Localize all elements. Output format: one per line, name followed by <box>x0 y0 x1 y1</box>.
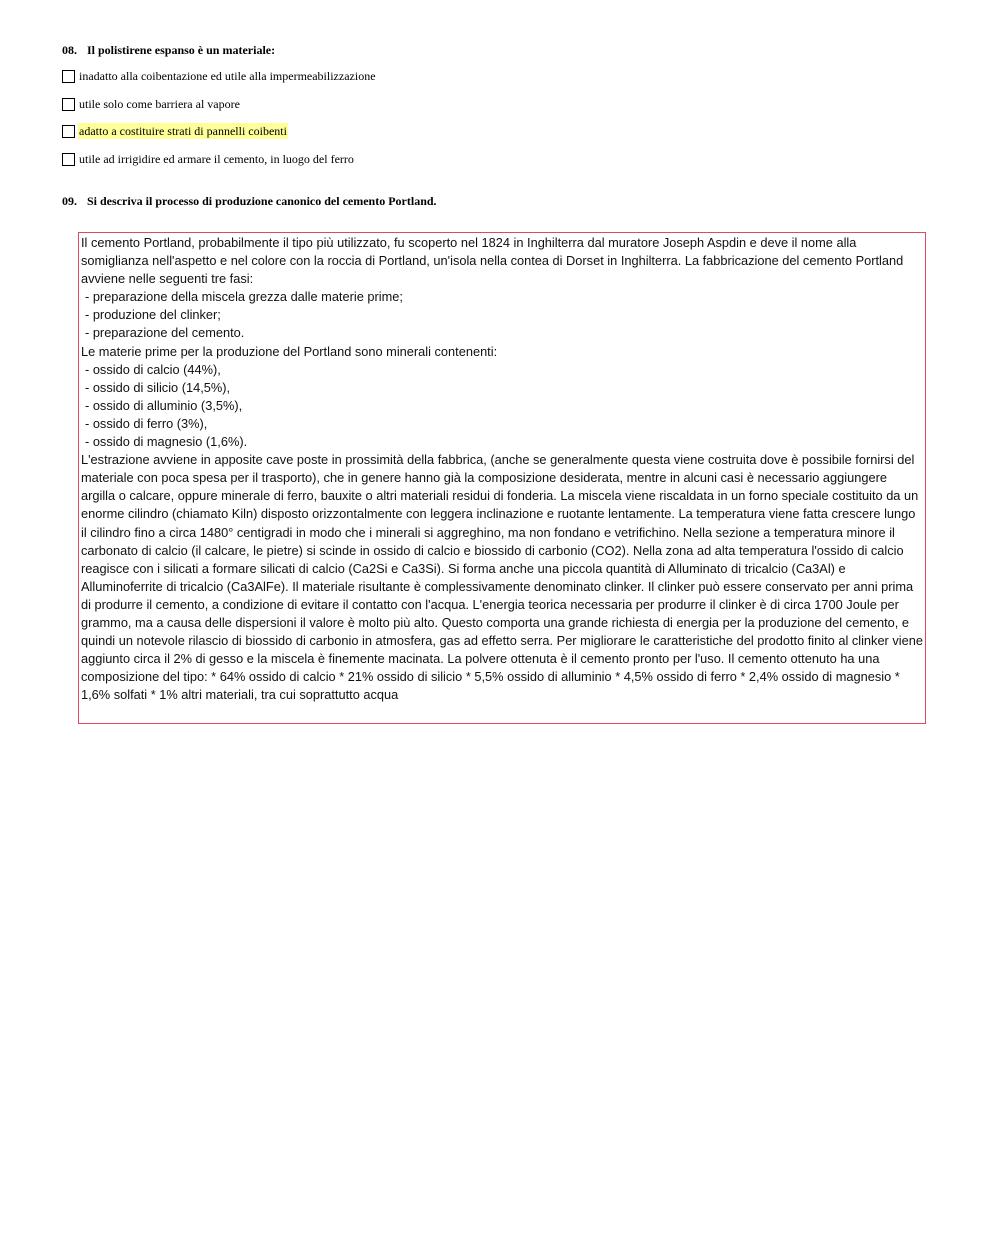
mineral-item: - ossido di magnesio (1,6%). <box>85 434 248 450</box>
option-3[interactable] <box>62 123 288 139</box>
phase-item: - preparazione della miscela grezza dalle materie prime; <box>85 289 403 305</box>
answer-body: L'estrazione avviene in apposite cave poste in prossimità della fabbrica, (anche se generalmente questa viene costruita dove è possibile fornirsi del materiale con poca spesa per il trasporto), che in genere hanno già la composizione desiderata, mentre in alcuni casi è necessario aggiungere argilla o calcare, oppure minerale di ferro, bauxite o altri materiali residui di fonderia. La miscela viene riscaldata in un forno speciale costituito da un enorme cilindro (chiamato Kiln) disposto orizzontalmente con leggera inclinazione e ruotante lentamente. La temperatura viene fatta crescere lungo il cilindro fino a circa 1480° centigradi in modo che i minerali si aggreghino, ma non fondano e vetrifichino. Nella sezione a temperatura minore il carbonato di calcio (il calcare, le pietre) si scinde in ossido di calcio e biossido di carbonio (CO2). Nella zona ad alta temperatura l'ossido di calcio reagisce con i silicati a formare silicati di calcio (Ca2Si e Ca3Si). Si forma anche una piccola quantità di Alluminato di tricalcio (Ca3Al) e Alluminoferrite di tricalcio (Ca3AlFe). Il materiale risultante è complessivamente denominato clinker. Il clinker può essere conservato per anni prima di produrre il cemento, a condizione di evitare il contatto con l'acqua. L'energia teorica necessaria per produrre il clinker è di circa 1700 Joule per grammo, ma a causa delle dispersioni il valore è molto più alto. Questo comporta una grande richiesta di energia per la produzione del cemento, e quindi un notevole rilascio di biossido di carbonio in atmosfera, gas ad effetto serra. Per migliorare le caratteristiche del prodotto finito al clinker viene aggiunto circa il 2% di gesso e la miscela è finemente macinata. La polvere ottenuta è il cemento pronto per l'uso. Il cemento ottenuto ha una composizione del tipo: * 64% ossido di calcio * 21% ossido di silicio * 5,5% ossido di alluminio * 4,5% ossido di ferro * 2,4% ossido di magnesio * 1,6% solfati * 1% altri materiali, tra cui soprattutto acqua <box>81 452 923 703</box>
question-08-title <box>62 43 275 58</box>
option-label: inadatto alla coibentazione ed utile alla impermeabilizzazione <box>79 69 376 83</box>
answer-intro: Il cemento Portland, probabilmente il tipo più utilizzato, fu scoperto nel 1824 in Inghilterra dal muratore Joseph Aspdin e deve il nome alla somiglianza nell'aspetto e nel colore con la roccia di Portland, un'isola nella contea di Dorset in Inghilterra. La fabbricazione del cemento Portland avviene nelle seguenti tre fasi: <box>81 235 904 287</box>
option-label: utile ad irrigidire ed armare il cemento, in luogo del ferro <box>79 152 354 166</box>
checkbox[interactable] <box>62 153 75 166</box>
checkbox[interactable] <box>62 98 75 111</box>
option-2[interactable] <box>62 96 241 112</box>
mineral-item: - ossido di silicio (14,5%), <box>85 379 231 395</box>
question-09-title <box>62 194 437 209</box>
question-number: 08. <box>62 43 77 57</box>
question-text: Si descriva il processo di produzione canonico del cemento Portland. <box>87 194 437 208</box>
mineral-item: - ossido di calcio (44%), <box>85 361 221 377</box>
checkbox[interactable] <box>62 70 75 83</box>
minerals-intro: Le materie prime per la produzione del Portland sono minerali contenenti: <box>81 343 498 359</box>
mineral-item: - ossido di alluminio (3,5%), <box>85 397 243 413</box>
checkbox[interactable] <box>62 125 75 138</box>
question-text: Il polistirene espanso è un materiale: <box>87 43 276 57</box>
answer-text-area[interactable] <box>78 232 926 724</box>
mineral-item: - ossido di ferro (3%), <box>85 415 208 431</box>
option-label: utile solo come barriera al vapore <box>79 97 240 111</box>
phase-item: - preparazione del cemento. <box>85 325 245 341</box>
option-1[interactable] <box>62 68 377 84</box>
question-number: 09. <box>62 194 77 208</box>
phase-item: - produzione del clinker; <box>85 307 221 323</box>
option-4[interactable] <box>62 151 355 167</box>
option-label-highlighted: adatto a costituire strati di pannelli coibenti <box>79 124 287 138</box>
